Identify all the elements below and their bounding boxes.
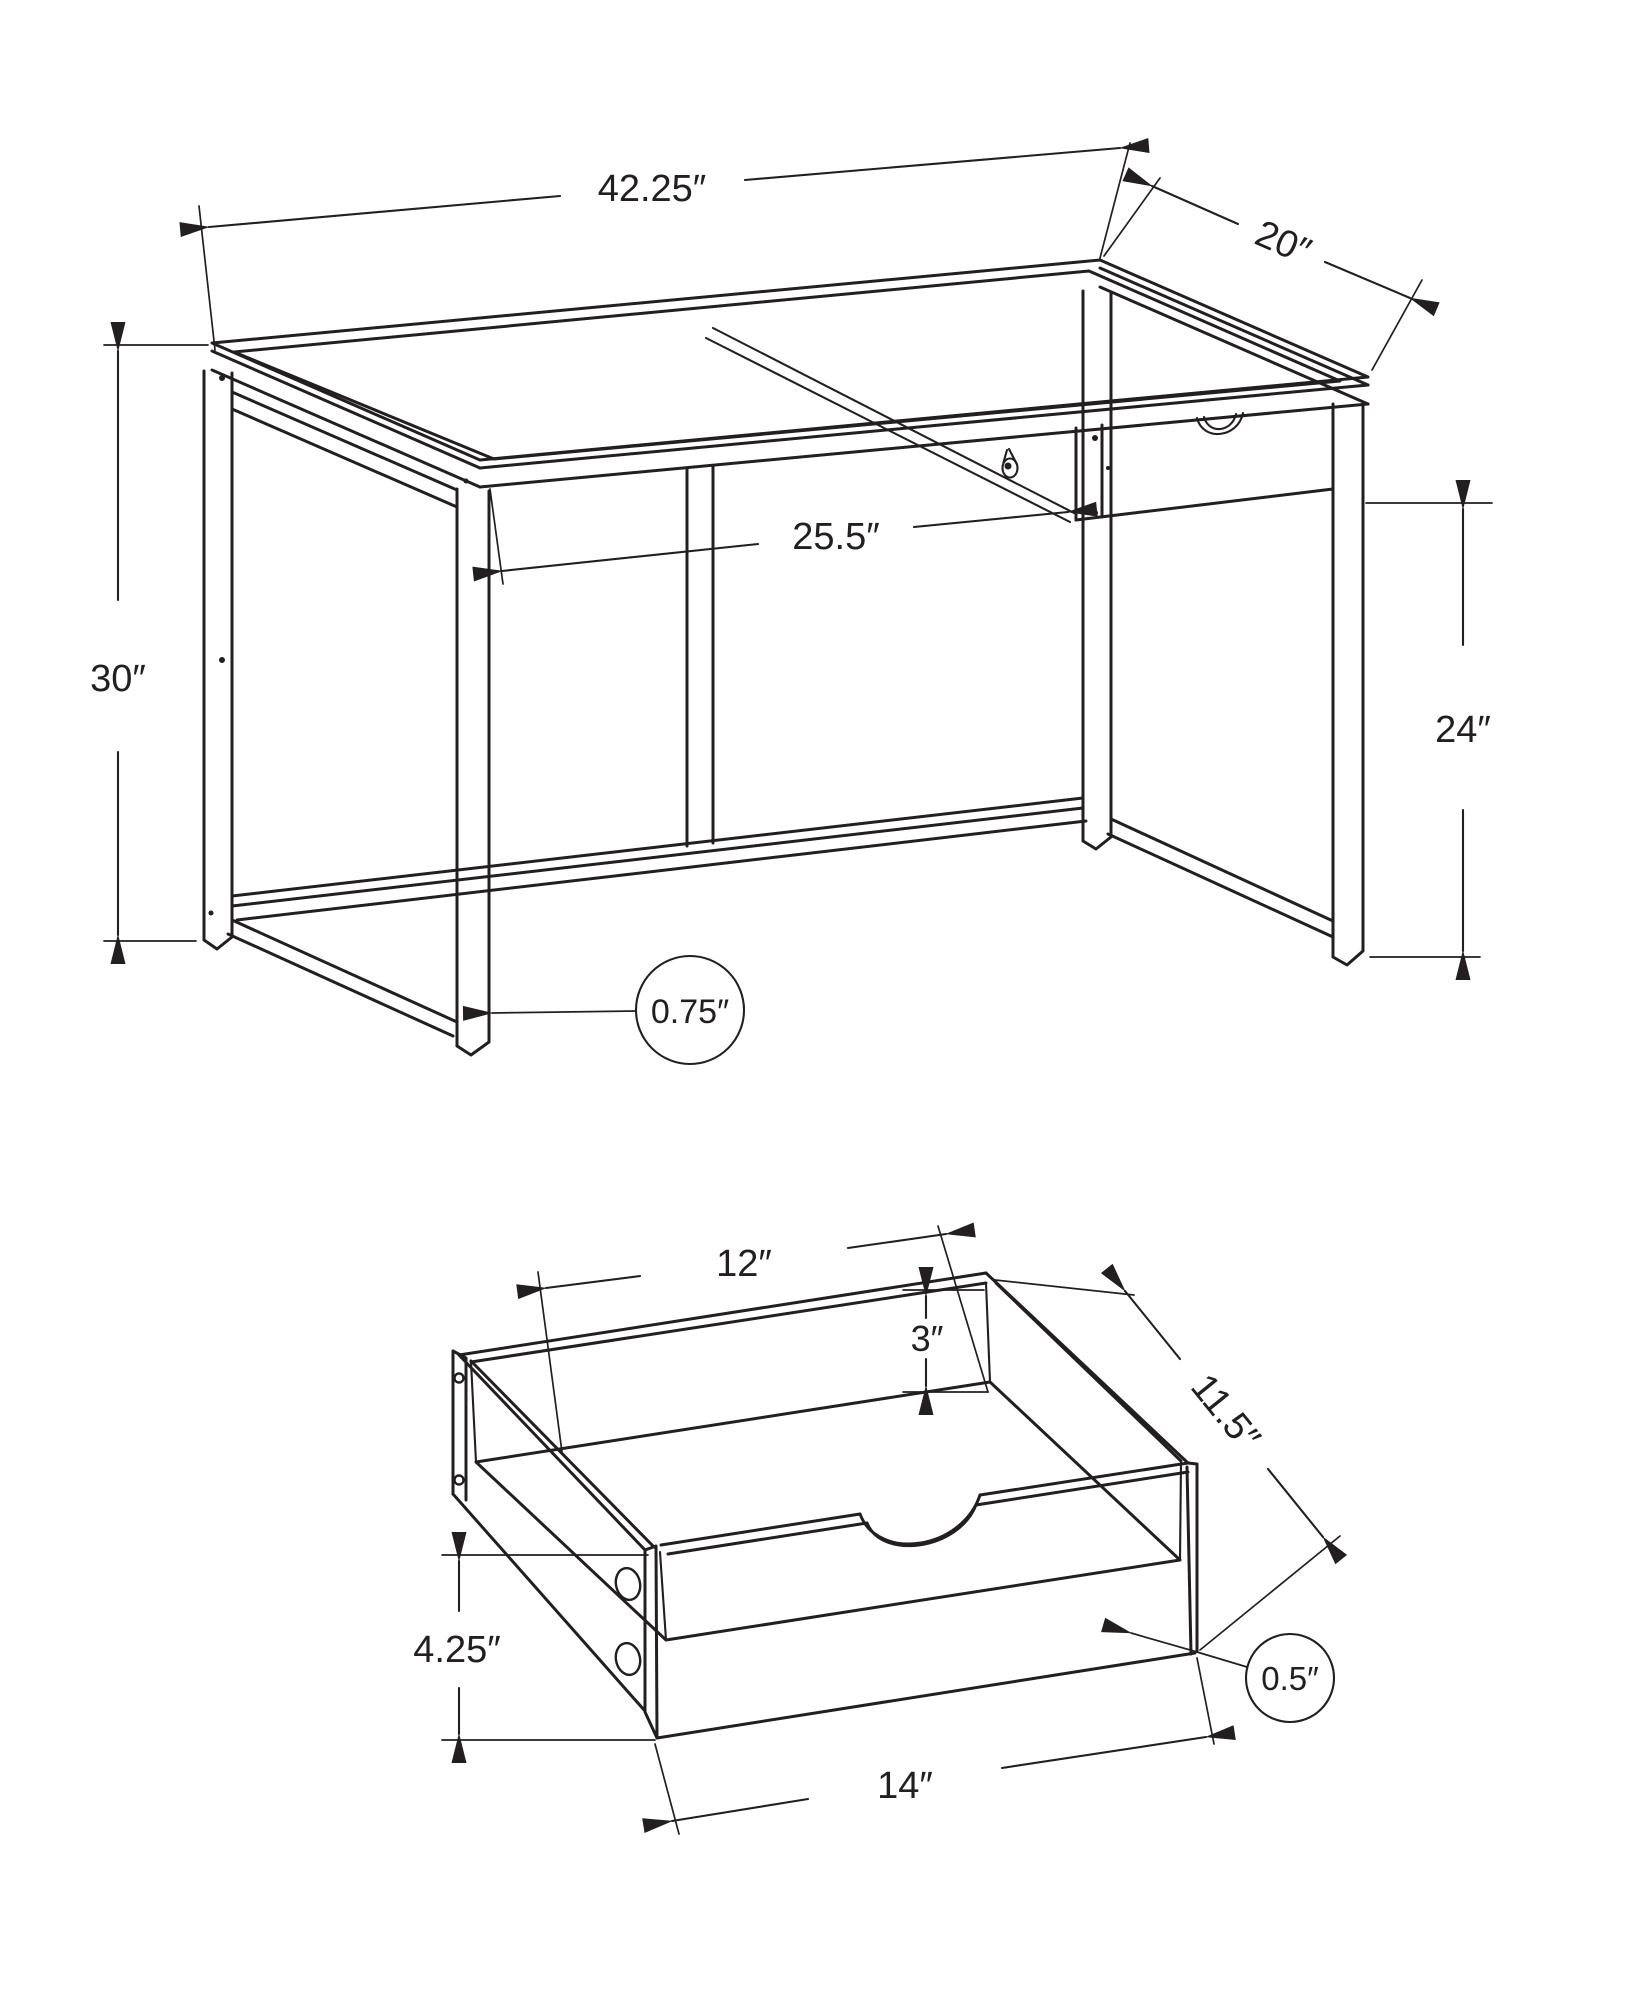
side-screw-hole <box>613 1641 643 1677</box>
drawer-floor <box>476 1382 1180 1640</box>
desk-height-label: 30″ <box>90 658 146 700</box>
back-panel-top-rim <box>459 1273 986 1362</box>
drawer-dimensions <box>413 1226 1340 1834</box>
desk-structure <box>204 260 1368 1055</box>
callout-panel-thickness <box>1131 1633 1334 1722</box>
under-drawer-stretcher <box>1076 489 1333 520</box>
drawer-structure <box>453 1273 1197 1738</box>
callout-tube-thickness <box>492 956 744 1064</box>
desk-top-depth-label: 20″ <box>1249 212 1317 274</box>
dim-desk-clearance-height <box>1366 503 1492 957</box>
back-bottom-rail <box>232 798 1086 920</box>
back-right-leg <box>1083 291 1111 849</box>
dim-desk-knee-clearance <box>490 489 1068 584</box>
back-screw-hole <box>455 1476 464 1485</box>
drawer-side-depth-label: 11.5″ <box>1182 1366 1269 1459</box>
drawer-panel-thickness-label: 0.5″ <box>1261 1660 1319 1697</box>
drawer-back-height-label: 3″ <box>910 1318 944 1359</box>
back-diagonal-brace <box>706 328 1076 522</box>
desk-figure <box>90 143 1492 1064</box>
drawer-figure <box>413 1226 1340 1834</box>
front-panel-bottom-edge <box>657 1653 1195 1738</box>
dim-drawer-outer-width <box>655 1658 1214 1834</box>
back-left-leg <box>204 371 232 949</box>
center-support-post <box>687 466 713 846</box>
desk-drawer-finger-hole <box>1197 413 1243 434</box>
front-panel-right-edge <box>1187 1463 1197 1654</box>
front-right-leg <box>1333 404 1363 965</box>
desk-clearance-height-label: 24″ <box>1435 709 1491 751</box>
desk-tube-thickness-label: 0.75″ <box>650 993 730 1031</box>
desk-dimensions <box>90 143 1492 1064</box>
right-panel-top-rim <box>986 1273 1188 1463</box>
desktop-outer-edge <box>212 260 1368 460</box>
keyhole-hanger-icon <box>1003 449 1018 478</box>
front-left-leg <box>457 489 489 1055</box>
back-screw-hole <box>455 1374 464 1383</box>
drawer-front-height-label: 4.25″ <box>413 1629 501 1671</box>
dim-desk-top-width <box>199 143 1130 350</box>
right-bottom-side-rail <box>1108 819 1333 937</box>
side-screw-hole <box>613 1566 643 1602</box>
desk-top-width-label: 42.25″ <box>597 168 707 210</box>
dim-drawer-back-height <box>903 1290 988 1392</box>
front-panel-top-edge <box>661 1463 1188 1554</box>
dim-desk-top-depth <box>1104 178 1422 370</box>
drawer-inner-width-label: 12″ <box>716 1243 772 1285</box>
drawer-support-post <box>1076 425 1102 520</box>
left-panel-front-end <box>645 1546 657 1738</box>
left-panel-top-rim <box>459 1355 654 1550</box>
left-bottom-side-rail <box>228 920 457 1036</box>
drawer-outer-width-label: 14″ <box>877 1765 933 1807</box>
desk-knee-clearance-label: 25.5″ <box>792 516 880 558</box>
left-panel-bottom-edge <box>453 1494 645 1711</box>
front-finger-notch <box>860 1495 980 1546</box>
dim-desk-height <box>90 345 208 941</box>
